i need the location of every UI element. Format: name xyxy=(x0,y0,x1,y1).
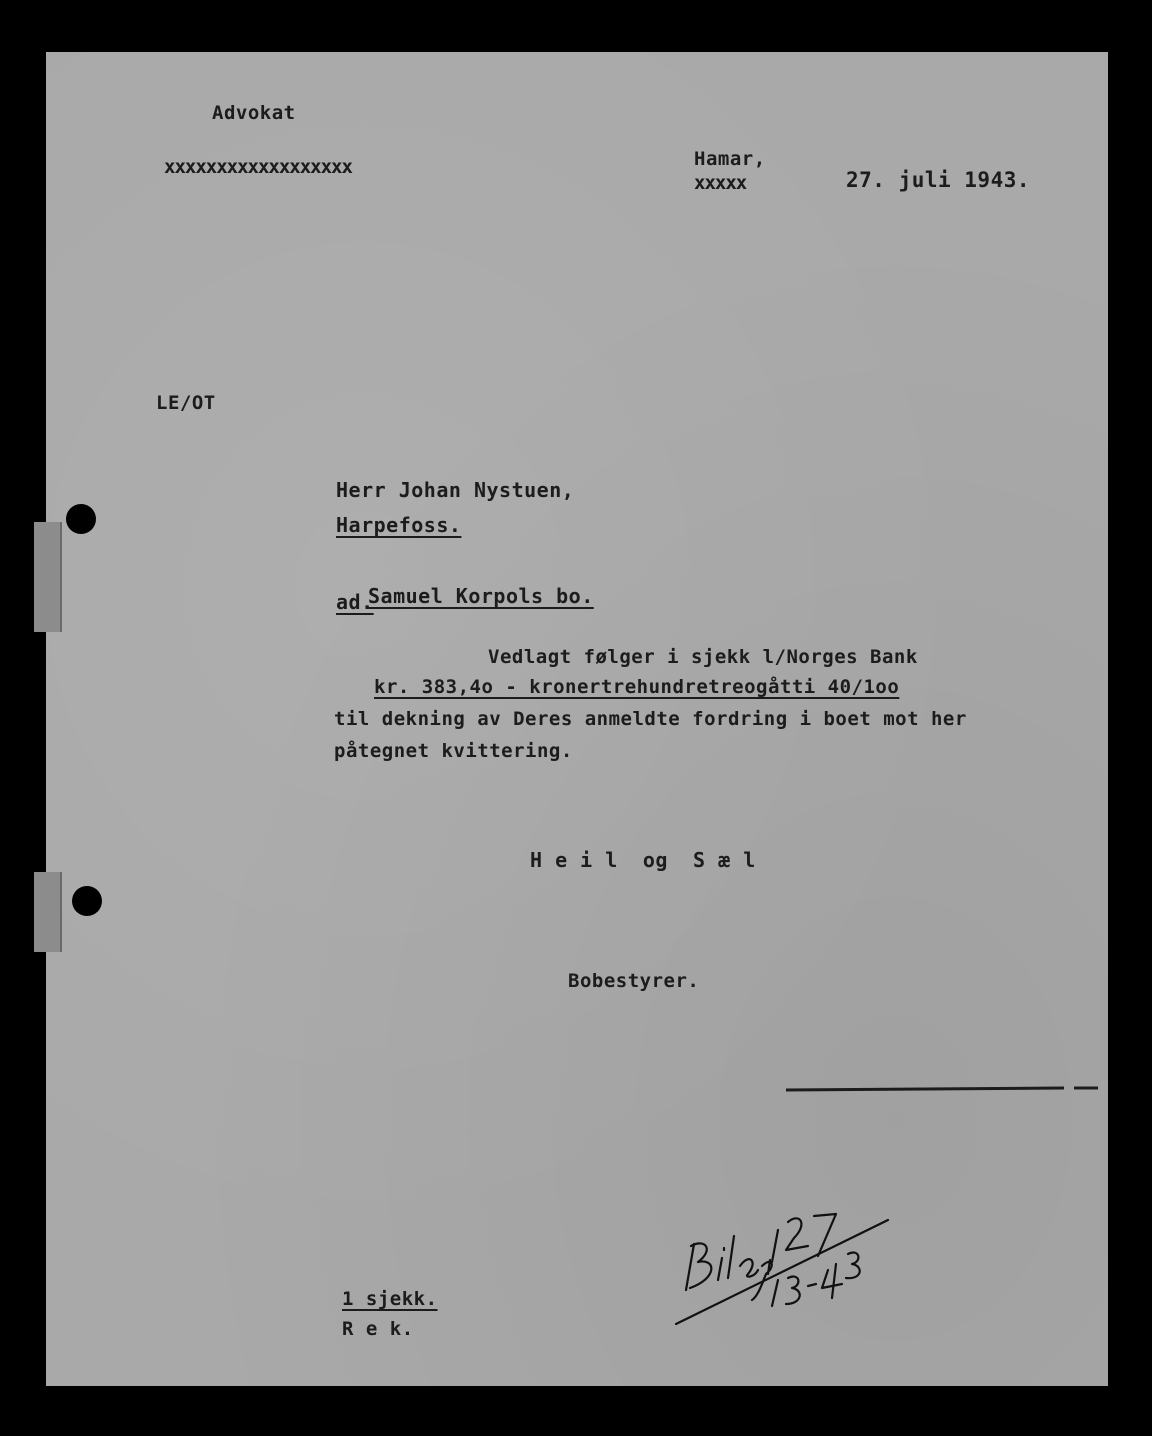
signature-title: Bobestyrer. xyxy=(568,970,700,992)
registered-note: R e k. xyxy=(342,1318,414,1340)
sender-struck-text: xxxxxxxxxxxxxxxxxx xyxy=(164,156,352,178)
enclosure-note: 1 sjekk. xyxy=(342,1288,438,1310)
subject-line: Samuel Korpols bo. xyxy=(368,584,594,608)
body-line-3: til dekning av Deres anmeldte fordring i boet mot her xyxy=(334,708,967,730)
letter-page xyxy=(46,52,1108,1386)
body-line-1: Vedlagt følger i sjekk l/Norges Bank xyxy=(488,646,918,668)
place-label: Hamar, xyxy=(694,148,766,170)
place-struck-text: xxxxx xyxy=(694,172,747,194)
body-line-2-amount: kr. 383,4o - kronertrehundretreogåtti 40/1oo xyxy=(374,676,900,698)
letter-date: 27. juli 1943. xyxy=(846,168,1031,192)
handwritten-annotation xyxy=(46,52,1108,1386)
recipient-name: Herr Johan Nystuen, xyxy=(336,478,575,502)
sender-label: Advokat xyxy=(212,102,296,124)
reference-code: LE/OT xyxy=(156,392,216,414)
subject-prefix: ad. xyxy=(336,590,374,614)
body-line-4: påtegnet kvittering. xyxy=(334,740,573,762)
recipient-place: Harpefoss. xyxy=(336,513,462,537)
greeting: H e i l og S æ l xyxy=(530,848,756,872)
